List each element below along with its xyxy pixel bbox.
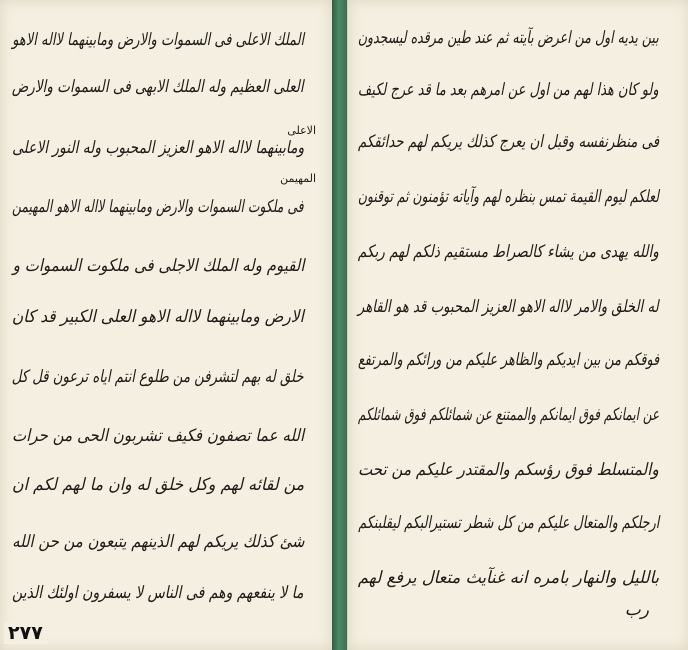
manuscript-line-left-9: من لقائه لهم وكل خلق له وان ما لهم لكم ان (11, 475, 304, 495)
manuscript-line-right-12: رب (624, 600, 649, 620)
manuscript-line-left-2: العلى العظيم وله الملك الابهى فى السموات والارض (12, 77, 304, 97)
manuscript-line-right-1: بين يديه اول من اعرض بآيته ثم عند طين مرقده ليسجدون (358, 28, 659, 48)
manuscript-line-left-11: ما لا ينفعهم وهم فى الناس لا يسفرون اولئك الذين (12, 583, 304, 603)
manuscript-line-right-3: فى منظرنفسه وقبل ان يعرج كذلك يريكم لهم حدائقكم (357, 132, 659, 152)
manuscript-line-right-8: عن ايمانكم فوق ايمانكم والممتنع عن شمائلكم فوق شمائلكم (357, 405, 659, 425)
manuscript-line-right-7: فوقكم من بين ايديكم والظاهر عليكم من ورائكم والمرتفع (357, 350, 659, 370)
manuscript-line-left-5: القيوم وله الملك الاجلى فى ملكوت السموات و (12, 256, 304, 276)
manuscript-line-left-1: الملك الاعلى فى السموات والارض ومابينهما لااله الاهو (12, 30, 304, 50)
manuscript-line-left-4: فى ملكوت السموات والارض ومابينهما لااله الاهو المهيمن (12, 197, 304, 217)
book-gutter (332, 0, 347, 650)
manuscript-line-right-11: بالليل والنهار بامره انه غنآيث متعال يرفع لهم (357, 568, 659, 588)
manuscript-line-right-2: ولو كان هذا لهم من اول عن امرهم بعد ما قد عرج لكيف (358, 80, 659, 100)
manuscript-line-left-6: الارض ومابينهما لااله الاهو العلى الكبير قد كان (12, 307, 304, 327)
manuscript-line-right-4: لعلكم ليوم القيمة تمس بنظره لهم وآياته تؤمنون ثم توقنون (357, 187, 659, 207)
page-number: ٢٧٧ (4, 622, 47, 644)
manuscript-line-right-10: ارجلكم والمتعال عليكم من كل شطر تستيرالبكم ليقلبنكم (357, 513, 659, 533)
interlinear-note-2: المهيمن (280, 172, 316, 185)
manuscript-line-right-9: والمتسلط فوق رؤسكم والمقتدر عليكم من تحت (358, 460, 659, 480)
manuscript-line-left-3: ومابينهما لااله الاهو العزيز المحبوب وله النور الاعلى (11, 138, 304, 158)
left-page (0, 0, 333, 650)
interlinear-note-1: الاعلى (287, 124, 316, 137)
manuscript-line-left-7: خلق له بهم لتشرفن من طلوع انتم اياه ترعون قل كل (12, 367, 304, 387)
manuscript-line-right-6: له الخلق والامر لااله الاهو العزيز المحبوب قد هو القاهر (358, 297, 659, 317)
manuscript-line-left-8: الله عما تصفون فكيف تشربون الحى من حرات (11, 426, 304, 446)
right-page (347, 0, 688, 650)
manuscript-line-left-10: شئ كذلك يريكم لهم الذينهم يتبعون من حن الله (11, 532, 304, 552)
manuscript-line-right-5: والله يهدى من يشاء كالصراط مستقيم ذلكم لهم ربكم (357, 242, 659, 262)
